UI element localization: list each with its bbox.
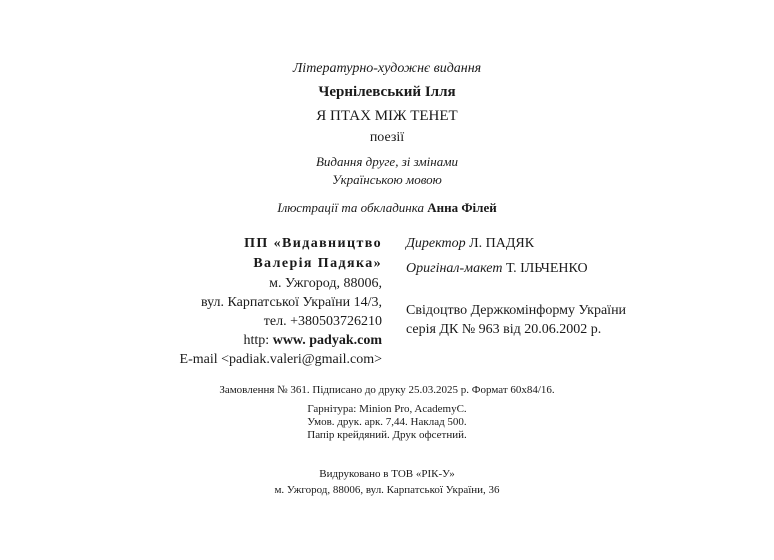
edition-note: Видання друге, зі змінами	[315, 154, 459, 169]
http-label: http:	[243, 333, 270, 348]
publisher-address-street: вул. Карпатської України 14/3,	[200, 295, 382, 310]
paper-line: Папір крейдяний. Друк офсетний.	[307, 429, 467, 441]
printer-address: м. Ужгород, 88006, вул. Карпатської України, 36	[274, 484, 500, 496]
layout-line	[406, 261, 588, 277]
certificate-line1: Свідоцтво Держкомінформу України	[406, 303, 627, 318]
sheets-line: Умов. друк. арк. 7,44. Наклад 500.	[307, 416, 467, 428]
publisher-email: E-mail <padiak.valeri@gmail.com>	[179, 352, 382, 367]
layout-name: Т. ІЛЬЧЕНКО	[505, 261, 588, 276]
publisher-address-city: м. Ужгород, 88006,	[269, 276, 382, 291]
publisher-phone: тел. +380503726210	[263, 314, 382, 329]
publisher-website-line	[244, 333, 382, 349]
publisher-name-line2: Валерія Падяка»	[253, 256, 382, 271]
author-name: Чернілевський Ілля	[318, 84, 456, 100]
director-role: Директор	[406, 236, 466, 251]
fonts-line: Гарнітура: Minion Pro, AcademyC.	[307, 403, 467, 415]
printer-line: Видруковано в ТОВ «РІК-У»	[319, 468, 455, 480]
illustrations-label: Ілюстрації та обкладинка	[277, 200, 425, 215]
director-name: Л. ПАДЯК	[469, 236, 535, 251]
illustrator-name: Анна Філей	[427, 200, 497, 215]
publisher-name-line1: ПП «Видавництво	[244, 236, 382, 251]
language-note: Українською мовою	[332, 172, 442, 187]
layout-role: Оригінал-макет	[406, 261, 503, 276]
order-line: Замовлення № 361. Підписано до друку 25.03.2025 р. Формат 60х84/16.	[219, 384, 555, 396]
genre-line: Літературно-художнє видання	[292, 61, 482, 76]
book-title: Я ПТАХ МІЖ ТЕНЕТ	[316, 108, 458, 124]
director-line	[406, 236, 534, 252]
publisher-website: www. padyak.com	[272, 333, 382, 348]
certificate-line2: серія ДК № 963 від 20.06.2002 р.	[406, 322, 602, 337]
illustrations-credit	[0, 200, 774, 216]
book-subtitle: поезії	[369, 130, 405, 145]
